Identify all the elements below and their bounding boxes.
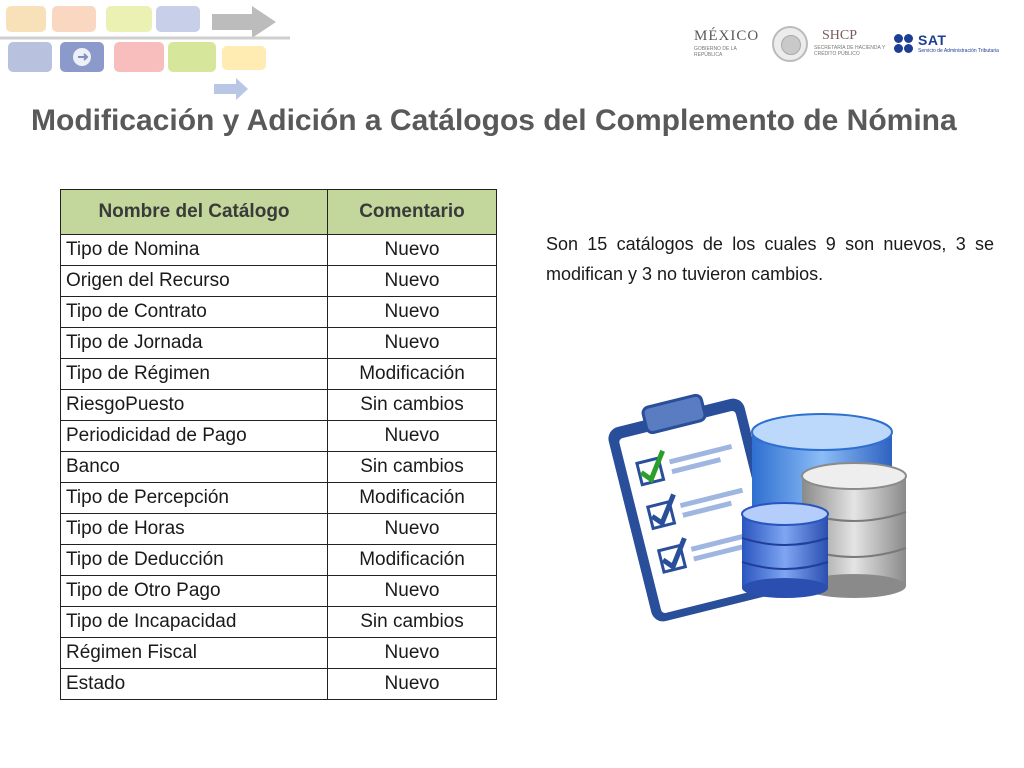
table-row <box>61 235 497 266</box>
catalog-name-cell: Tipo de Percepción <box>61 483 328 514</box>
sat-logo-subtitle: Servicio de Administración Tributaria <box>918 48 999 54</box>
table-row <box>61 328 497 359</box>
catalog-name-cell: Tipo de Contrato <box>61 297 328 328</box>
catalog-name-cell: Tipo de Jornada <box>61 328 328 359</box>
table-row <box>61 359 497 390</box>
catalog-comment-cell: Modificación <box>328 483 497 514</box>
catalog-table <box>60 189 497 700</box>
catalog-comment-cell: Nuevo <box>328 638 497 669</box>
catalog-name-cell: Estado <box>61 669 328 700</box>
shcp-logo <box>814 28 892 57</box>
catalog-name-cell: Tipo de Incapacidad <box>61 607 328 638</box>
catalog-comment-cell: Nuevo <box>328 297 497 328</box>
sat-dots-icon <box>894 34 914 54</box>
catalog-comment-cell: Nuevo <box>328 514 497 545</box>
column-header-comment: Comentario <box>328 190 497 235</box>
catalog-comment-cell: Nuevo <box>328 421 497 452</box>
catalog-name-cell: Régimen Fiscal <box>61 638 328 669</box>
mexico-logo-text: MÉXICO <box>694 28 760 44</box>
table-row <box>61 390 497 421</box>
catalog-name-cell: Tipo de Régimen <box>61 359 328 390</box>
catalog-comment-cell: Modificación <box>328 545 497 576</box>
table-row <box>61 669 497 700</box>
table-header-row <box>61 190 497 235</box>
sat-logo-text: SAT <box>918 32 947 48</box>
table-row <box>61 297 497 328</box>
catalog-comment-cell: Nuevo <box>328 235 497 266</box>
catalog-comment-cell: Modificación <box>328 359 497 390</box>
table-body <box>61 235 497 700</box>
table-row <box>61 452 497 483</box>
catalog-comment-cell: Nuevo <box>328 576 497 607</box>
clipboard-database-icon <box>608 380 918 630</box>
catalog-name-cell: Tipo de Otro Pago <box>61 576 328 607</box>
national-seal-icon <box>772 26 808 62</box>
catalog-comment-cell: Nuevo <box>328 669 497 700</box>
catalog-comment-cell: Sin cambios <box>328 452 497 483</box>
catalog-comment-cell: Sin cambios <box>328 607 497 638</box>
table-row <box>61 421 497 452</box>
shcp-logo-subtitle: SECRETARÍA DE HACIENDA Y CRÉDITO PÚBLICO <box>814 45 886 57</box>
mexico-logo <box>694 28 762 58</box>
shcp-logo-text: SHCP <box>822 28 858 43</box>
catalog-comment-cell: Nuevo <box>328 266 497 297</box>
sat-logo <box>894 32 1024 58</box>
clipboard-database-graphic <box>608 380 918 630</box>
catalog-name-cell: Periodicidad de Pago <box>61 421 328 452</box>
table-row <box>61 266 497 297</box>
catalog-name-cell: RiesgoPuesto <box>61 390 328 421</box>
catalog-comment-cell: Sin cambios <box>328 390 497 421</box>
page-title: Modificación y Adición a Catálogos del Complemento de Nómina <box>31 104 957 137</box>
column-header-name: Nombre del Catálogo <box>61 190 328 235</box>
government-logos <box>694 26 1024 66</box>
header-decoration <box>0 0 300 100</box>
table-row <box>61 607 497 638</box>
mexico-logo-subtitle: GOBIERNO DE LA REPÚBLICA <box>694 46 737 58</box>
table-row <box>61 638 497 669</box>
table-row <box>61 545 497 576</box>
catalog-name-cell: Tipo de Horas <box>61 514 328 545</box>
catalog-name-cell: Banco <box>61 452 328 483</box>
table-row <box>61 514 497 545</box>
catalog-name-cell: Tipo de Deducción <box>61 545 328 576</box>
catalog-name-cell: Origen del Recurso <box>61 266 328 297</box>
table-row <box>61 576 497 607</box>
decorative-tiles-graphic <box>0 0 300 100</box>
summary-text: Son 15 catálogos de los cuales 9 son nuevos, 3 se modifican y 3 no tuvieron cambios. <box>546 234 994 284</box>
table-row <box>61 483 497 514</box>
catalog-comment-cell: Nuevo <box>328 328 497 359</box>
catalog-name-cell: Tipo de Nomina <box>61 235 328 266</box>
